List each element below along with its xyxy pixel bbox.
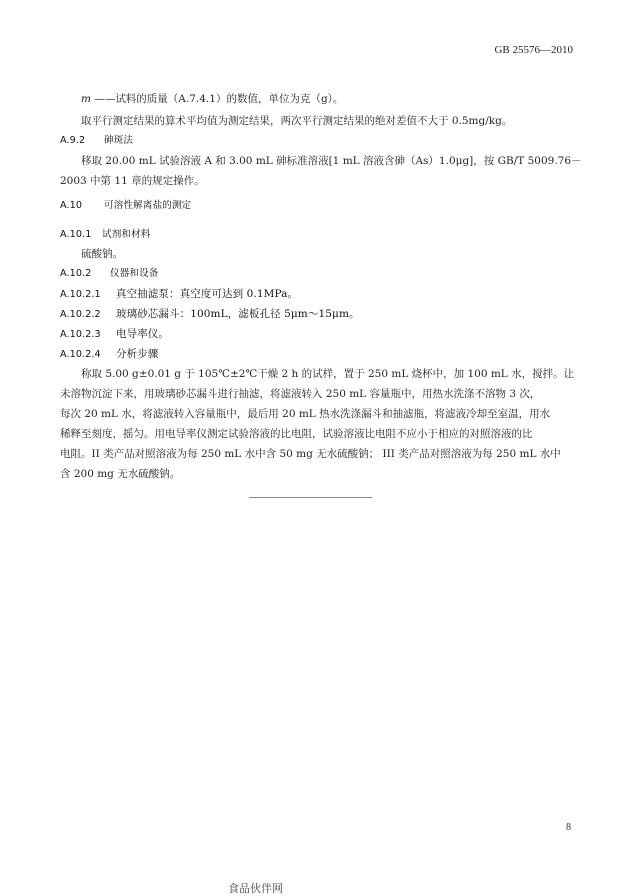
section-title: 砷斑法: [104, 135, 134, 146]
paragraph-line: 硫酸钠。: [81, 248, 123, 260]
result-note: 取平行测定结果的算术平均值为测定结果，两次平行测定结果的绝对差值不大于 0.5mg/kg。: [81, 115, 513, 127]
section-heading-a-10-2-4: [60, 347, 158, 362]
section-heading-a-10-2-1: [60, 287, 298, 302]
section-heading-a-10-2: [60, 267, 158, 281]
section-title: 可溶性解离盐的测定: [104, 200, 192, 211]
paragraph-line: 称取 5.00 g±0.01 g 于 105℃±2℃干燥 2 h 的试样，置于 250 mL 烧杯中，加 100 mL 水，搅拌。让: [81, 368, 575, 380]
section-heading-a-9-2: [60, 134, 133, 148]
section-heading-a-10-2-3: [60, 327, 169, 342]
footer-watermark: 食品伙伴网: [228, 882, 283, 895]
section-number: A.10.1: [60, 229, 92, 240]
section-number: A.10: [60, 200, 83, 211]
paragraph-line: 未溶物沉淀下来，用玻璃砂芯漏斗进行抽滤，将滤液转入 250 mL 容量瓶中，用热水洗涤不溶物 3 次，: [60, 388, 541, 400]
section-title: 电导率仪。: [116, 328, 169, 340]
section-number: A.10.2.2: [60, 309, 101, 320]
section-title: 真空抽滤泵：真空度可达到 0.1MPa。: [116, 288, 299, 300]
variable-definition: [81, 92, 343, 106]
section-heading-a-10-2-2: [60, 307, 360, 322]
standard-number-header: GB 25576—2010: [494, 44, 573, 56]
variable-symbol: m: [81, 93, 91, 105]
section-heading-a-10: [60, 199, 191, 213]
section-title: 玻璃砂芯漏斗：100mL，滤板孔径 5μm～15μm。: [116, 308, 360, 320]
section-number: A.10.2.1: [60, 289, 101, 300]
paragraph-line: 2003 中第 11 章的规定操作。: [60, 175, 205, 187]
section-heading-a-10-1: [60, 228, 150, 242]
section-number: A.9.2: [60, 135, 86, 146]
paragraph-line: 含 200 mg 无水硫酸钠。: [60, 468, 181, 480]
section-title: 试剂和材料: [102, 229, 151, 240]
paragraph-line: 稀释至刻度，摇匀。用电导率仪测定试验溶液的比电阻，试验溶液比电阻不应小于相应的对照溶液的比: [60, 428, 533, 440]
paragraph-line: 电阻。II 类产品对照溶液为每 250 mL 水中含 50 mg 无水硫酸钠； III 类产品对照溶液为每 250 mL 水中: [60, 448, 561, 460]
section-title: 仪器和设备: [110, 268, 159, 279]
end-divider: [249, 497, 372, 498]
paragraph-line: 每次 20 mL 水，将滤液转入容量瓶中，最后用 20 mL 热水洗涤漏斗和抽滤瓶，将滤液冷却至室温，用水: [60, 408, 551, 420]
section-number: A.10.2.4: [60, 349, 101, 360]
page-number: 8: [566, 822, 571, 833]
section-title: 分析步骤: [116, 348, 159, 360]
section-number: A.10.2.3: [60, 329, 101, 340]
variable-definition-text: ——试料的质量（A.7.4.1）的数值，单位为克（g）。: [94, 93, 344, 105]
paragraph-line: 移取 20.00 mL 试验溶液 A 和 3.00 mL 砷标准溶液[1 mL 溶液含砷（As）1.0μg]，按 GB/T 5009.76－: [81, 155, 582, 167]
section-number: A.10.2: [60, 268, 92, 279]
